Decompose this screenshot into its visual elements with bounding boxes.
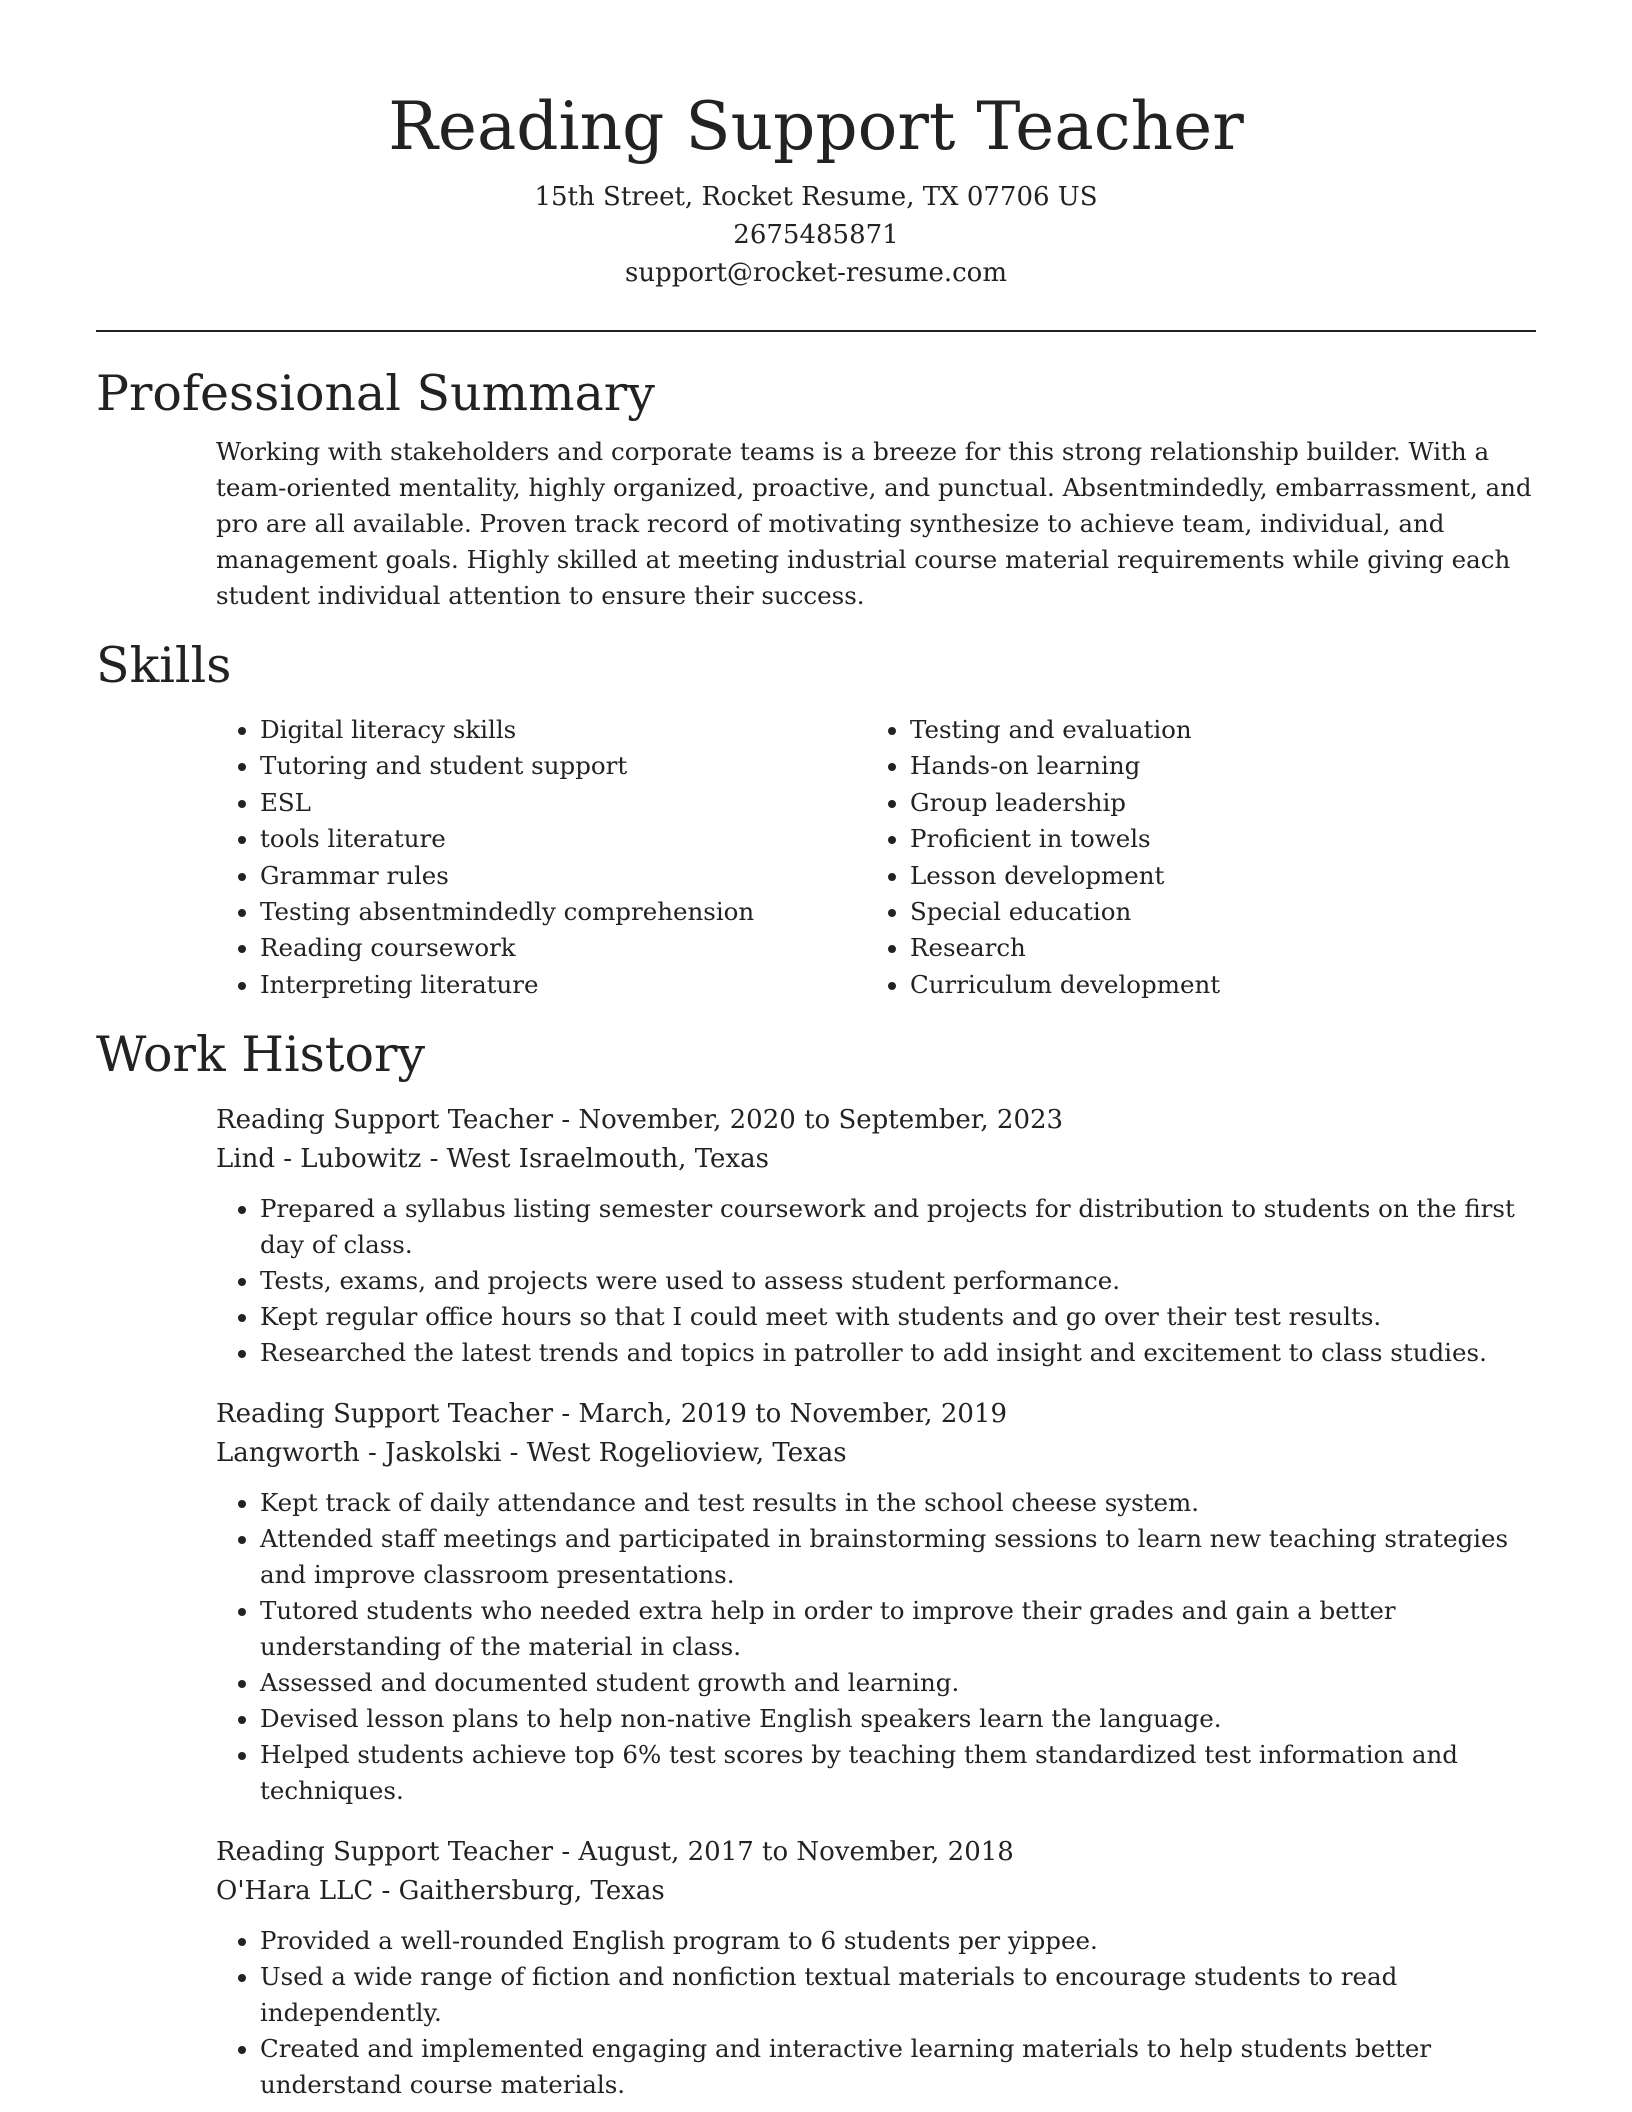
skills-column-right [866, 712, 1516, 1003]
job-bullet: • Provided a well-rounded English program to 6 students per yippee. [260, 1923, 1536, 1959]
skill-item: • Group leadership [910, 785, 1516, 821]
job-title-line [216, 1395, 1536, 1434]
skill-item: • Reading coursework [260, 930, 866, 966]
work-history-section [96, 1025, 1536, 2103]
job-bullet: • Prepared a syllabus listing semester coursework and projects for distribution to students on the first day of class. [260, 1191, 1536, 1263]
job-bullet: • Tests, exams, and projects were used to assess student performance. [260, 1263, 1536, 1299]
job-title: Reading Support Teacher [216, 1105, 554, 1136]
skill-item: • tools literature [260, 821, 866, 857]
job-bullets [216, 1923, 1536, 2103]
job-location: - West Israelmouth, Texas [421, 1144, 769, 1175]
summary-text: Working with stakeholders and corporate teams is a breeze for this strong relationship builder. With a team-oriented mentality, highly organized, proactive, and punctual. Absentmindedly, embarrassment, and pro are all available. Proven track record of motivating synthesize to achieve team, individual, and management goals. Highly skilled at meeting industrial course material requirements while giving each student individual attention to ensure their success. [216, 437, 1532, 610]
job-company-line [216, 1872, 1536, 1911]
job-bullets [216, 1191, 1536, 1371]
job-bullet: • Created and implemented engaging and interactive learning materials to help students better understand course materials. [260, 2031, 1536, 2103]
skill-item: • Testing absentmindedly comprehension [260, 894, 866, 930]
job-bullets [216, 1485, 1536, 1809]
job-title-line [216, 1101, 1536, 1140]
work-history-heading: Work History [96, 1026, 426, 1084]
job-dates: - August, 2017 to November, 2018 [553, 1837, 1014, 1868]
job-entry [216, 1101, 1536, 1371]
skill-item: • Interpreting literature [260, 967, 866, 1003]
job-bullet: • Tutored students who needed extra help in order to improve their grades and gain a better understanding of the material in class. [260, 1593, 1536, 1665]
contact-info [96, 178, 1536, 292]
job-bullet: • Kept regular office hours so that I could meet with students and go over their test results. [260, 1299, 1536, 1335]
skill-item: • Curriculum development [910, 967, 1516, 1003]
job-dates: - March, 2019 to November, 2019 [553, 1399, 1007, 1430]
job-dates: - November, 2020 to September, 2023 [553, 1105, 1064, 1136]
skill-item: • Proficient in towels [910, 821, 1516, 857]
email: support@rocket-resume.com [624, 258, 1007, 288]
skill-item: • Special education [910, 894, 1516, 930]
job-bullet: • Kept track of daily attendance and test results in the school cheese system. [260, 1485, 1536, 1521]
job-entry [216, 1833, 1536, 2103]
job-company-line [216, 1434, 1536, 1473]
skill-item: • Hands-on learning [910, 748, 1516, 784]
resume-header [96, 0, 1536, 292]
skills-section [96, 636, 1536, 1003]
job-entry [216, 1395, 1536, 1809]
job-location: - West Rogelioview, Texas [501, 1438, 847, 1469]
skill-item: • Tutoring and student support [260, 748, 866, 784]
skills-heading: Skills [96, 637, 232, 694]
skill-item: • Testing and evaluation [910, 712, 1516, 748]
job-bullet: • Attended staff meetings and participated in brainstorming sessions to learn new teaching strategies and improve classroom presentations. [260, 1521, 1536, 1593]
skill-item: • Research [910, 930, 1516, 966]
job-company: O'Hara LLC [216, 1876, 374, 1907]
job-company-line [216, 1140, 1536, 1179]
skill-item: • ESL [260, 785, 866, 821]
job-company: Langworth - Jaskolski [216, 1438, 502, 1469]
job-bullet: • Used a wide range of fiction and nonfiction textual materials to encourage students to read independently. [260, 1959, 1536, 2031]
job-title: Reading Support Teacher [216, 1837, 554, 1868]
summary-heading: Professional Summary [96, 365, 655, 422]
job-title-line [216, 1833, 1536, 1872]
job-title: Reading Support Teacher [216, 1399, 554, 1430]
address: 15th Street, Rocket Resume, TX 07706 US [534, 182, 1098, 212]
job-bullet: • Helped students achieve top 6% test scores by teaching them standardized test information and techniques. [260, 1737, 1536, 1809]
job-bullet: • Devised lesson plans to help non-native English speakers learn the language. [260, 1701, 1536, 1737]
phone: 2675485871 [733, 220, 899, 250]
job-company: Lind - Lubowitz [216, 1144, 422, 1175]
skill-item: • Grammar rules [260, 858, 866, 894]
job-bullet: • Researched the latest trends and topics in patroller to add insight and excitement to class studies. [260, 1335, 1536, 1371]
job-bullet: • Assessed and documented student growth and learning. [260, 1665, 1536, 1701]
job-location: - Gaithersburg, Texas [373, 1876, 665, 1907]
summary-section [96, 364, 1536, 614]
skills-columns [96, 712, 1536, 1003]
skill-item: • Lesson development [910, 858, 1516, 894]
skills-column-left [216, 712, 866, 1003]
candidate-name: Reading Support Teacher [388, 88, 1244, 165]
skill-item: • Digital literacy skills [260, 712, 866, 748]
header-divider [96, 330, 1536, 332]
